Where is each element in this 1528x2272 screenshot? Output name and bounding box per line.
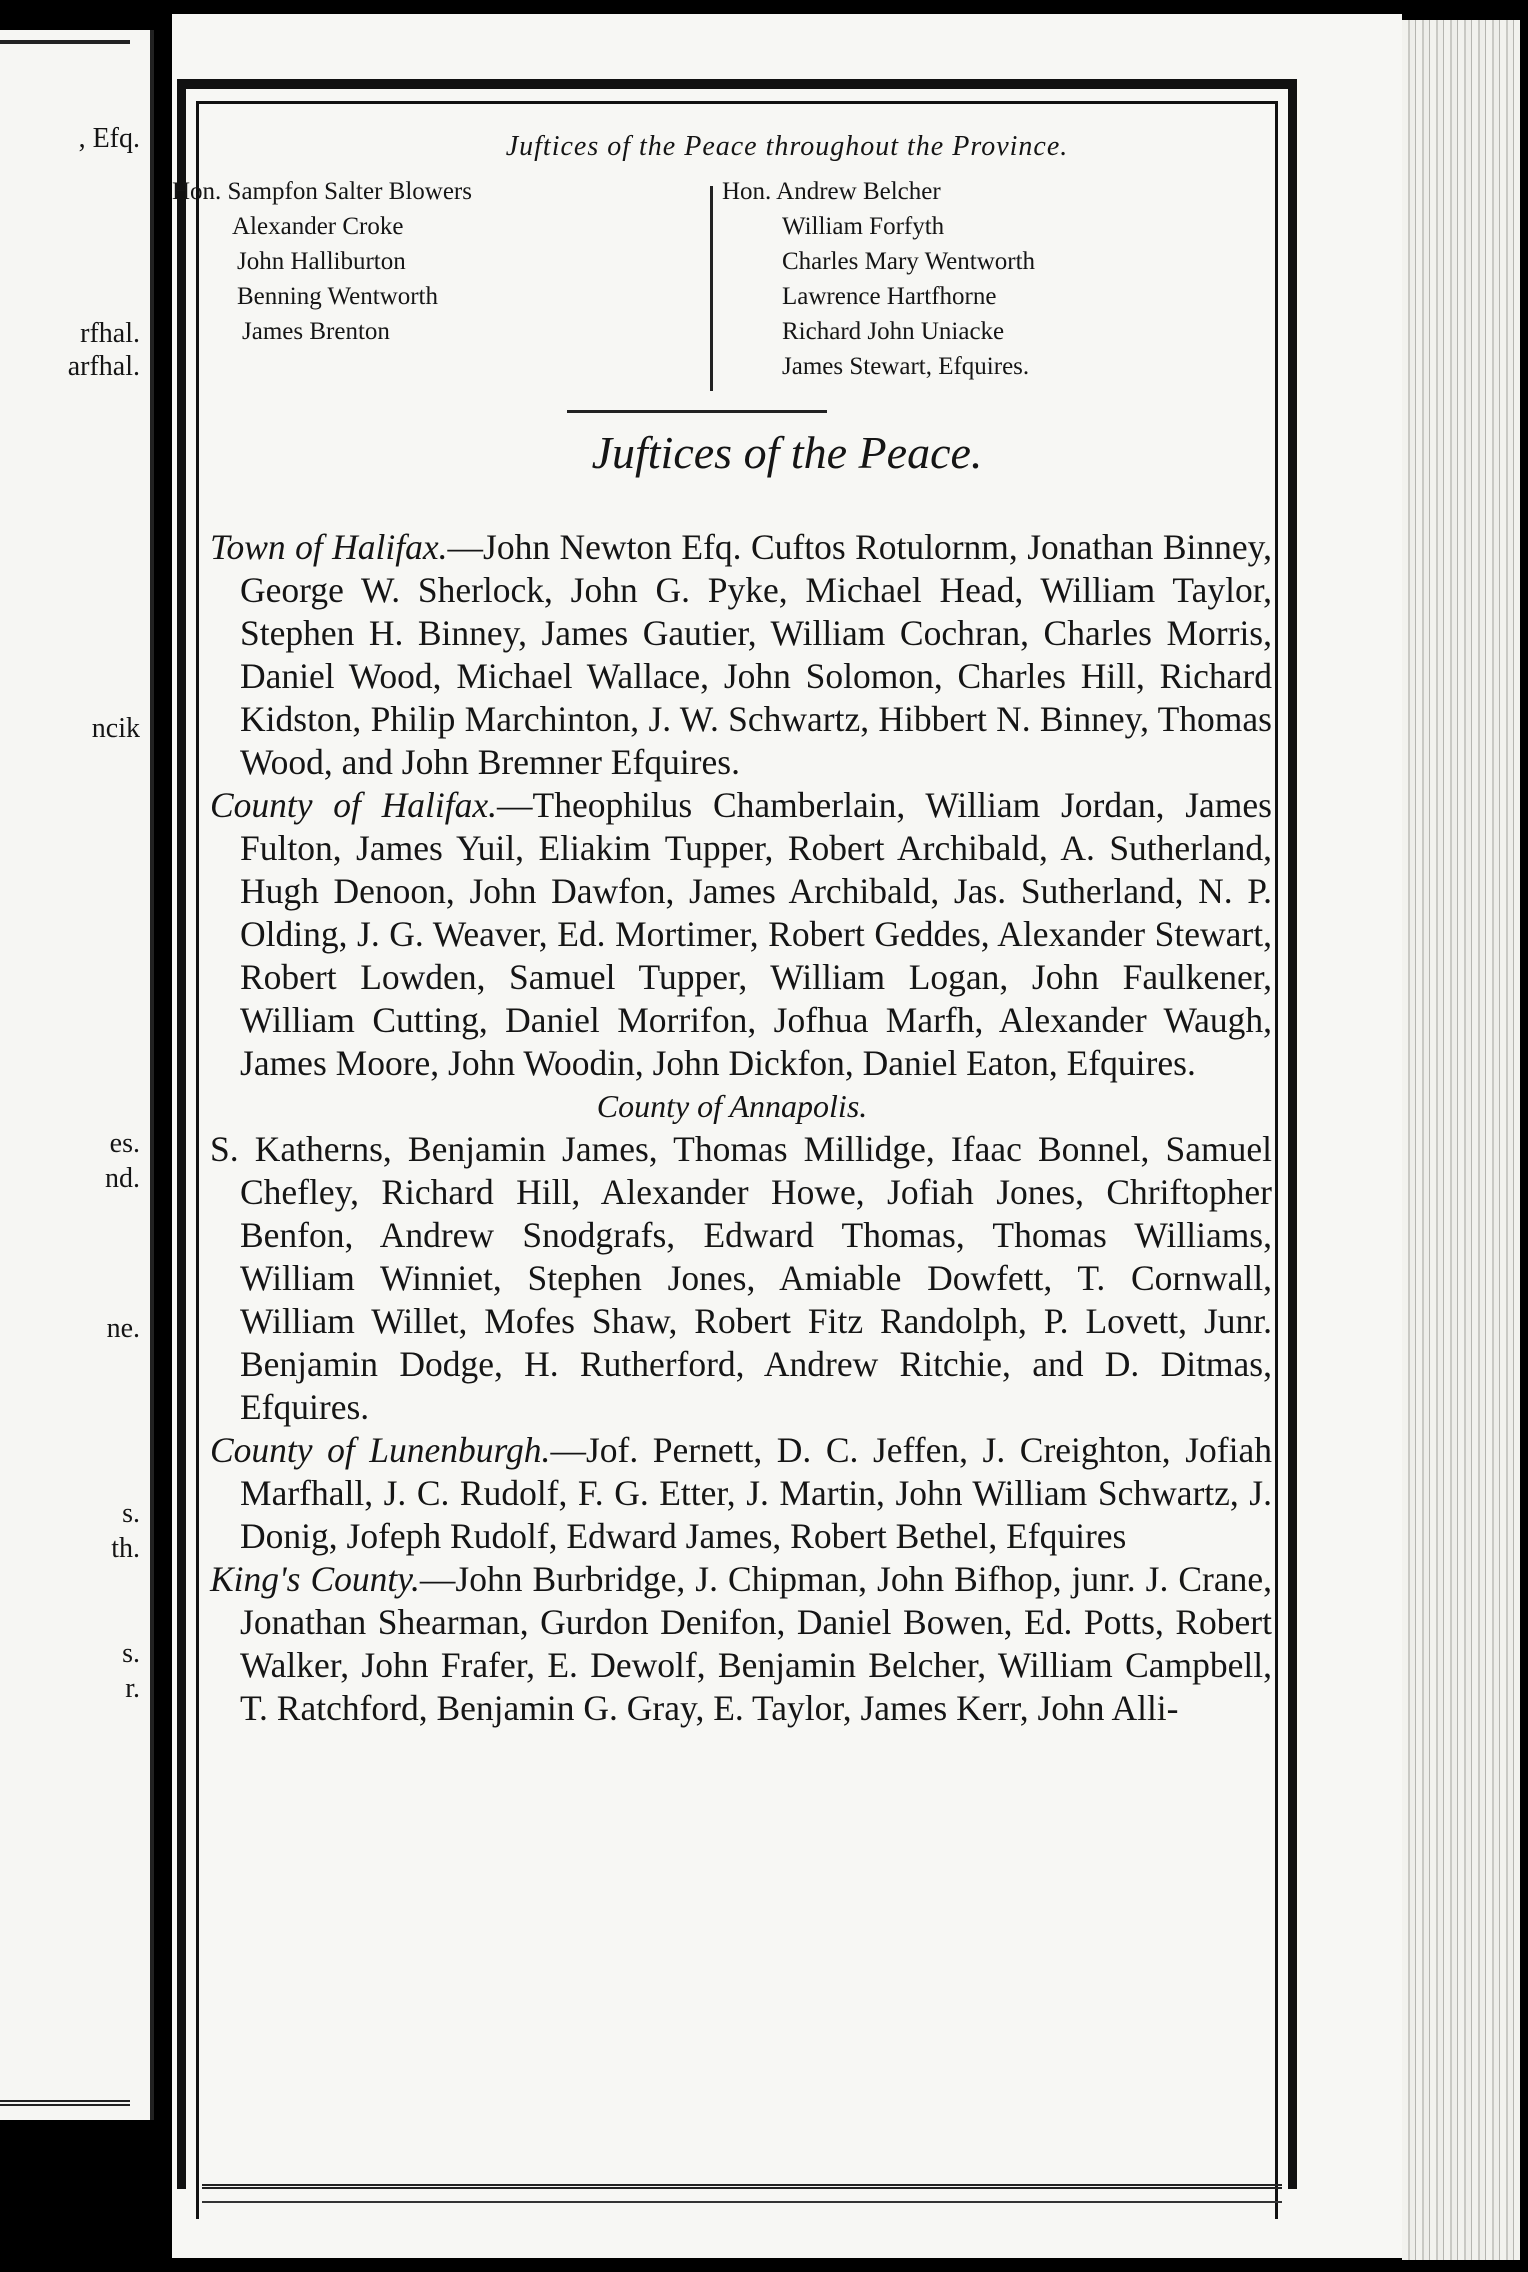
justice-name: Charles Mary Wentworth <box>782 248 1036 275</box>
justice-name: James Brenton <box>242 318 390 345</box>
left-page-fragment: th. <box>111 1533 140 1564</box>
left-facing-page <box>0 30 154 2120</box>
justice-name: Richard John Uniacke <box>782 318 1005 345</box>
left-page-fragment: arfhal. <box>67 351 140 382</box>
left-page-fragment: , Efq. <box>78 123 140 154</box>
entry-text: —John Burbridge, J. Chipman, John Bifhop, junr. J. Crane, Jonathan Shearman, Gurdon Denifon, Daniel Bowen, Ed. Potts, Robert Walker, John Frafer, E. Dewolf, Benjamin Belcher, William Campbell, T. Ratchford, Benjamin G. Gray, E. Taylor, James Kerr, John Alli- <box>240 1559 1272 1728</box>
entry-county-of-lunenburgh <box>192 1429 1272 1558</box>
left-page-rule <box>0 2100 130 2106</box>
justice-name: Hon. Sampfon Salter Blowers <box>172 178 472 205</box>
left-page-fragment: r. <box>125 1673 140 1704</box>
entry-county-of-annapolis <box>192 1128 1272 1429</box>
justice-name: James Stewart, Efquires. <box>782 353 1030 380</box>
left-page-fragment: nd. <box>105 1163 140 1194</box>
justice-name: Hon. Andrew Belcher <box>722 178 941 205</box>
entry-heading-annapolis: County of Annapolis. <box>596 1088 868 1124</box>
entry-text: —Jof. Pernett, D. C. Jeffen, J. Creighton, Jofiah Marfhall, J. C. Rudolf, F. G. Etter, J. Martin, John William Schwartz, J. Donig, Jofeph Rudolf, Edward James, Robert Bethel, Efquires <box>240 1430 1272 1556</box>
page-content <box>172 14 1402 2258</box>
entry-label: Town of Halifax. <box>210 527 448 567</box>
left-page-fragment: es. <box>109 1128 140 1159</box>
section-rule <box>567 410 827 413</box>
left-page-fragment: s. <box>122 1498 140 1529</box>
left-page-fragment: ne. <box>106 1313 140 1344</box>
justices-list <box>192 526 1272 1730</box>
page-edges <box>1402 20 1520 2260</box>
entry-label: County of Halifax. <box>210 785 498 825</box>
justice-name: William Forfyth <box>782 213 945 240</box>
justice-name: Alexander Croke <box>232 213 404 240</box>
entry-label: King's County. <box>210 1559 420 1599</box>
left-page-fragment: rfhal. <box>80 318 140 349</box>
entry-kings-county <box>192 1558 1272 1730</box>
province-justices-left <box>172 174 532 349</box>
page-title: Juftices of the Peace. <box>591 427 983 478</box>
entry-label: County of Lunenburgh. <box>210 1430 551 1470</box>
entry-county-of-halifax <box>192 784 1272 1085</box>
justice-name: John Halliburton <box>237 248 406 275</box>
justice-name: Benning Wentworth <box>237 283 438 310</box>
entry-text: —John Newton Efq. Cuftos Rotulornm, Jonathan Binney, George W. Sherlock, John G. Pyke, Michael Head, William Taylor, Stephen H. Binney, James Gautier, William Cochran, Charles Morris, Daniel Wood, Michael Wallace, John Solomon, Charles Hill, Richard Kidston, Philip Marchinton, J. W. Schwartz, Hibbert N. Binney, Thomas Wood, and John Bremner Efquires. <box>240 527 1272 782</box>
province-justices-right <box>722 174 1122 384</box>
column-divider <box>710 186 713 391</box>
entry-town-of-halifax <box>192 526 1272 784</box>
province-heading: Juftices of the Peace throughout the Province. <box>505 131 1069 162</box>
justice-name: Lawrence Hartfhorne <box>782 283 997 310</box>
entry-text: —Theophilus Chamberlain, William Jordan, James Fulton, James Yuil, Eliakim Tupper, Robert Archibald, A. Sutherland, Hugh Denoon, John Dawfon, James Archibald, Jas. Sutherland, N. P. Olding, J. G. Weaver, Ed. Mortimer, Robert Geddes, Alexander Stewart, Robert Lowden, Samuel Tupper, William Logan, John Faulkener, William Cutting, Daniel Morrifon, Jofhua Marfh, Alexander Waugh, James Moore, John Woodin, John Dickfon, Daniel Eaton, Efquires. <box>240 785 1272 1083</box>
left-page-fragment: ncik <box>91 713 140 744</box>
left-page-rule <box>0 40 130 44</box>
entry-text: S. Katherns, Benjamin James, Thomas Millidge, Ifaac Bonnel, Samuel Chefley, Richard Hill, Alexander Howe, Jofiah Jones, Chriftopher Benfon, Andrew Snodgrafs, Edward Thomas, Thomas Williams, William Winniet, Stephen Jones, Amiable Dowfett, T. Cornwall, William Willet, Mofes Shaw, Robert Fitz Randolph, P. Lovett, Junr. Benjamin Dodge, H. Rutherford, Andrew Ritchie, and D. Ditmas, Efquires. <box>210 1129 1272 1427</box>
left-page-fragment: s. <box>122 1638 140 1669</box>
document-page <box>172 14 1402 2258</box>
